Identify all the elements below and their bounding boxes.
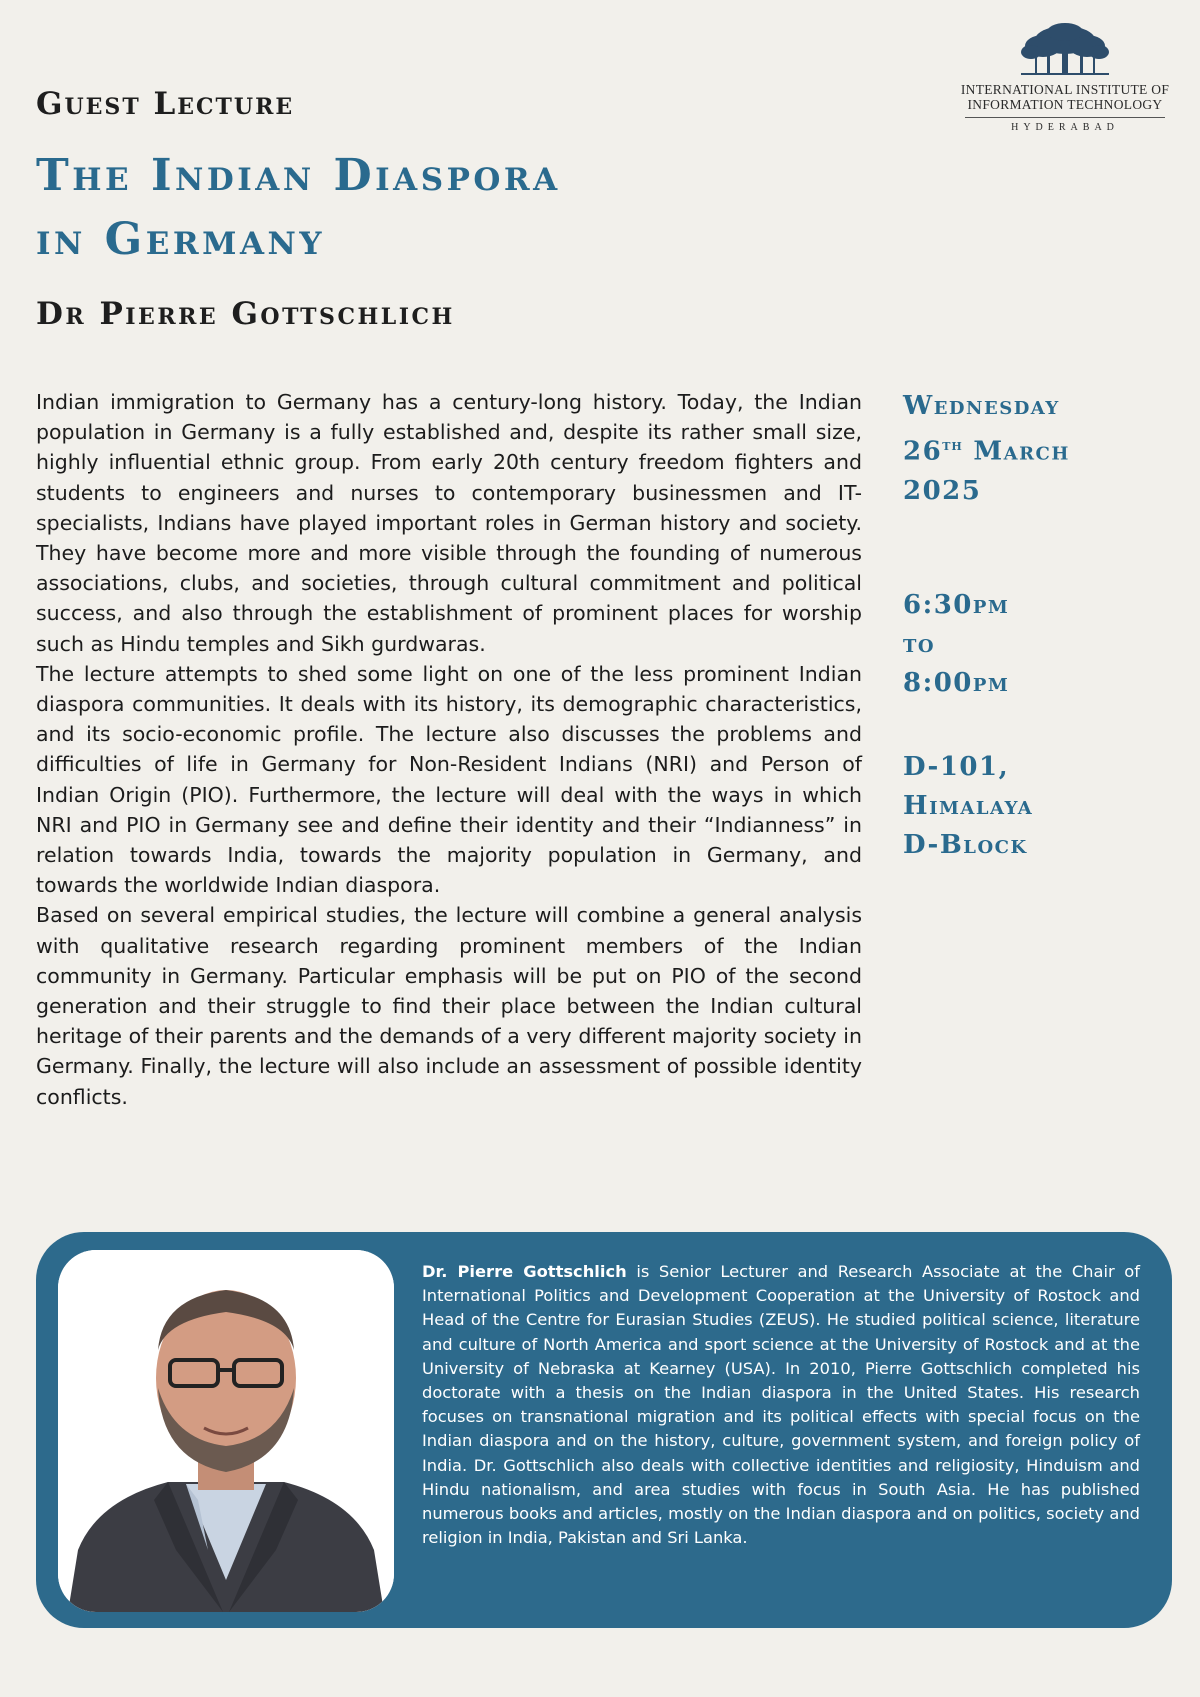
event-venue-line2: Himalaya [903, 791, 1034, 821]
event-venue [903, 748, 1173, 865]
event-time-to: to [903, 629, 936, 659]
event-weekday: Wednesday [903, 391, 1060, 421]
logo-divider [965, 117, 1165, 118]
tree-emblem-icon [1017, 22, 1113, 78]
event-day: 26 [903, 436, 943, 467]
logo-name-line1: INTERNATIONAL INSTITUTE OF [960, 82, 1170, 97]
speaker-photo [58, 1250, 394, 1612]
speaker-portrait-illustration [58, 1250, 394, 1612]
event-day-month [903, 426, 1173, 472]
lecture-title-line1: The Indian Diaspora [36, 150, 561, 201]
event-time-start: 6:30pm [903, 590, 1010, 620]
event-kicker: Guest Lecture [36, 86, 295, 122]
logo-city: HYDERABAD [1011, 122, 1119, 133]
event-month: March [973, 436, 1070, 467]
abstract-paragraph-3: Based on several empirical studies, the lecture will combine a general analysis with qualitative research regarding prominent members of the Indian community in Germany. Particular emphasis will be put on PIO of the second generation and their struggle to find their place between the Indian cultural heritage of their parents and the demands of a very different majority society in Germany. Finally, the lecture will also include an assessment of possible identity conflicts. [36, 903, 862, 1109]
event-time-end: 8:00pm [903, 668, 1010, 698]
lecture-title-line2: in Germany [36, 214, 325, 265]
event-year: 2025 [903, 475, 982, 506]
abstract-paragraph-2: The lecture attempts to shed some light on one of the less prominent Indian diaspora communities. It deals with its history, its demographic characteristics, and its socio-economic profile. The lecture also discusses the problems and difficulties of life in Germany for Non-Resident Indians (NRI) and Person of Indian Origin (PIO). Furthermore, the lecture will deal with the ways in which NRI and PIO in Germany see and define their identity and their “Indianness” in relation towards India, towards the majority population in Germany, and towards the worldwide Indian diaspora. [36, 661, 862, 898]
lecture-abstract [36, 387, 862, 1112]
event-venue-line3: D-Block [903, 830, 1028, 860]
speaker-bio [422, 1260, 1140, 1550]
event-time [903, 586, 1173, 703]
logo-name-line2: INFORMATION TECHNOLOGY [967, 97, 1163, 112]
bio-text: is Senior Lecturer and Research Associate at the Chair of International Politics and Development Cooperation at the University of Rostock and Head of the Centre for Eurasian Studies (ZEUS). He studied political science, literature and culture of North America and sport science at the University of Rostock and at the University of Nebraska at Kearney (USA). In 2010, Pierre Gottschlich completed his doctorate with a thesis on the Indian diaspora in the United States. His research focuses on transnational migration and its political effects with special focus on the Indian diaspora and on the history, culture, government system, and foreign policy of India. Dr. Gottschlich also deals with collective identities and religiosity, Hinduism and Hindu nationalism, and area studies with focus in South Asia. He has published numerous books and articles, mostly on the Indian diaspora and on politics, society and religion in India, Pakistan and Sri Lanka. [422, 1262, 1140, 1548]
institute-logo [950, 22, 1180, 133]
event-date [903, 387, 1173, 511]
abstract-paragraph-1: Indian immigration to Germany has a century-long history. Today, the Indian population in Germany is a fully established and, despite its rather small size, highly influential ethnic group. From early 20th century freedom fighters and students to engineers and nurses to contemporary businessmen and IT-specialists, Indians have played important roles in German history and society. They have become more and more visible through the founding of numerous associations, clubs, and societies, through cultural commitment and political success, and also through the establishment of prominent places for worship such as Hindu temples and Sikh gurdwaras. [36, 390, 862, 656]
speaker-name: Dr Pierre Gottschlich [36, 296, 455, 332]
bio-speaker-name: Dr. Pierre Gottschlich [422, 1262, 627, 1281]
lecture-title [36, 144, 856, 272]
event-day-suffix: th [942, 436, 963, 454]
event-venue-line1: D-101, [903, 752, 1010, 782]
